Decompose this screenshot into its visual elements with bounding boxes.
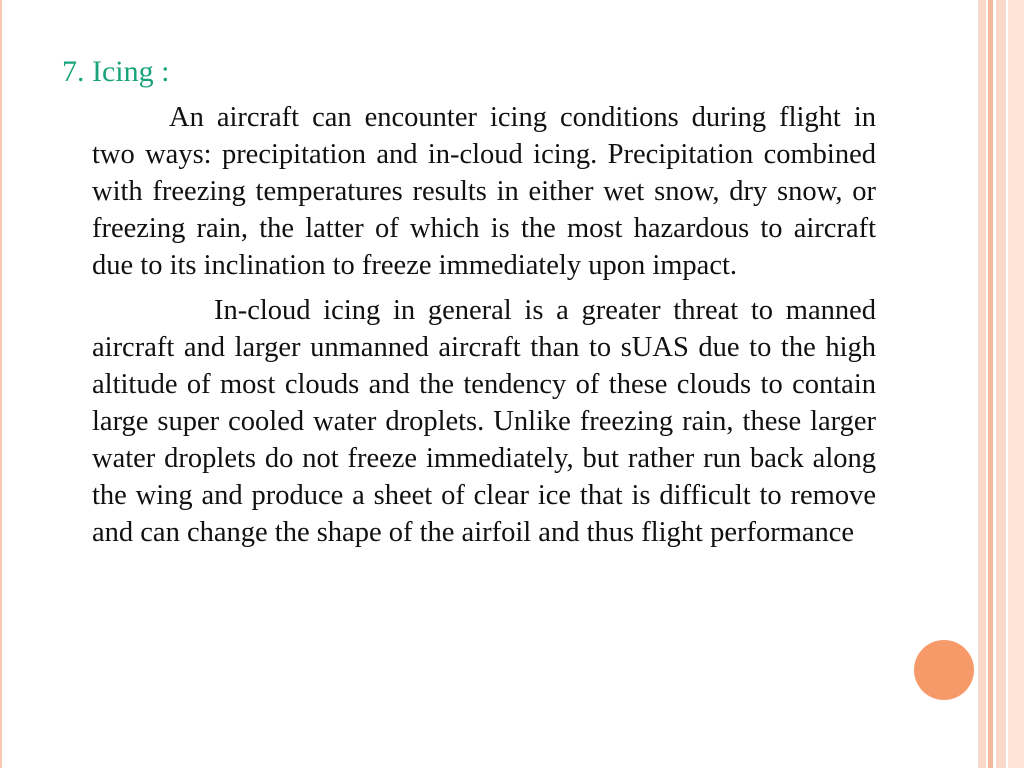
paragraph-in-cloud-icing: In-cloud icing in general is a greater threat to manned aircraft and larger unmanned aircraft than to sUAS due to the high altitude of most clouds and the tendency of these clouds to contain large super cooled water droplets. Unlike freezing rain, these larger water droplets do not freeze immediately, but rather run back along the wing and produce a sheet of clear ice that is difficult to remove and can change the shape of the airfoil and thus flight performance [92,295,876,548]
stripe [1008,0,1024,768]
stripe [996,0,1006,768]
slide-title: 7. Icing : [62,55,170,88]
orange-circle-decoration [914,640,974,700]
left-border-line [0,0,2,768]
paragraph-precipitation-icing: An aircraft can encounter icing conditions during flight in two ways: precipitation and in-cloud icing. Precipitation combined with freezing temperatures results in either wet snow, dry snow, or freezing rain, the latter of which is the most hazardous to aircraft due to its inclination to freeze immediately upon impact. [92,102,876,281]
stripe [978,0,986,768]
slide-body [92,99,876,551]
